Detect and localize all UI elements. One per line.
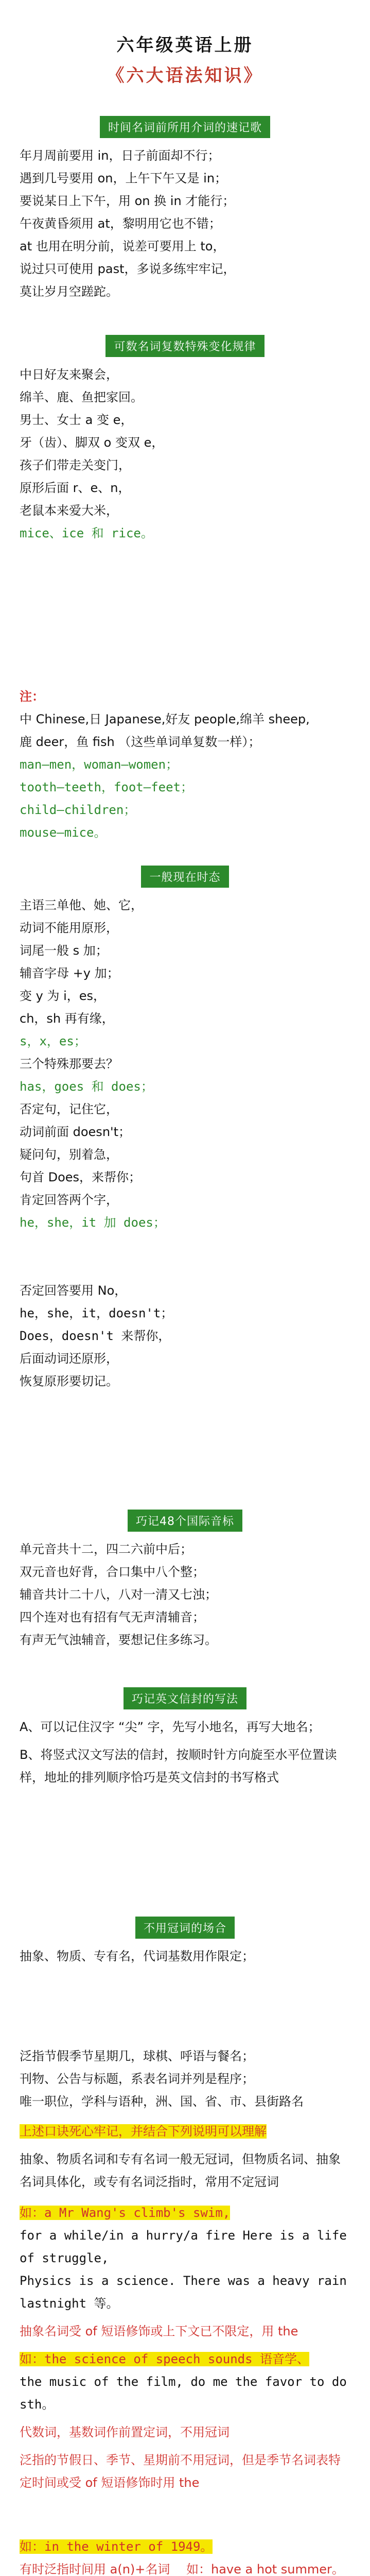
section-body — [0, 1716, 370, 1789]
rhyme-line: s，x，es； — [20, 1034, 86, 1048]
rhyme-line: 后面动词还原形， — [20, 1351, 118, 1366]
section-present-tense — [0, 866, 370, 1393]
section-body — [0, 1945, 370, 2576]
rhyme-line: 辅音字母 +y 加； — [20, 966, 119, 980]
rhyme-line: 中日好友来聚会， — [20, 367, 118, 382]
rhyme-line: 说过只可使用 past，多说多练牢牢记， — [20, 262, 236, 276]
section-body — [0, 363, 370, 545]
blank-line — [20, 1968, 350, 2045]
rhyme-line: 主语三单他、她、它， — [20, 898, 143, 912]
note-line: child—children； — [20, 803, 136, 817]
rhyme-line: 恢复原形要切记。 — [20, 1374, 118, 1388]
rule-line: 唯一职位，学科与语种，洲、国、省、市、县街路名 — [20, 2094, 304, 2109]
note-line: man—men，woman—women； — [20, 757, 179, 772]
rhyme-line: 莫让岁月空蹉跎。 — [20, 284, 118, 299]
note-line: 中 Chinese,日 Japanese,好友 people,绵羊 sheep, — [20, 712, 310, 726]
example-line: 抽象名词受 of 短语修饰或上下文已不限定，用 the — [20, 2324, 298, 2338]
rule-line: 刊物、公告与标题，系表名词并列是程序； — [20, 2072, 254, 2086]
rhyme-line: 动词不能用原形， — [20, 921, 118, 935]
example-line: the music of the film, do me the favor to do sth。 — [20, 2375, 347, 2412]
header — [0, 31, 370, 87]
rhyme-line: 句首 Does，来帮你； — [20, 1170, 142, 1184]
paragraph: A、可以记住汉字 “尖” 字，先写小地名，再写大地名； — [20, 1720, 321, 1734]
note-line: tooth—teeth，foot—feet； — [20, 780, 193, 794]
blank-line — [20, 2494, 350, 2535]
rhyme-line: 否定回答要用 No， — [20, 1283, 127, 1298]
paragraph: 抽象、物质名词和专有名词一般无冠词，但物质名词、抽象名词具体化，或专有名词泛指时，常用不定冠词 — [20, 2152, 341, 2189]
rhyme-line: 要说某日上下午，用 on 换 in 才能行； — [20, 194, 235, 208]
section-envelope — [0, 1687, 370, 1789]
blank-line — [20, 1234, 350, 1279]
example-line: 代数词，基数词作前置定词，不用冠词 — [20, 2425, 230, 2439]
rhyme-line: 四个连对也有招有气无声清辅音； — [20, 1610, 205, 1624]
note-label: 注： — [20, 689, 44, 704]
rhyme-line: 肯定回答两个字， — [20, 1193, 118, 1207]
section-banner: 一般现在时态 — [141, 866, 228, 888]
example-line: Physics is a science. There was a heavy rain lastnight 等。 — [20, 2274, 347, 2311]
rhyme-line: 孩子们带走关变门， — [20, 458, 131, 472]
section-notes — [0, 685, 370, 844]
example-line: 有时泛指时间用 a(n)+名词 如：have a hot summer。 — [20, 2562, 344, 2576]
rhyme-line: Does，doesn't 来帮你， — [20, 1329, 171, 1343]
rhyme-line: 词尾一般 s 加； — [20, 943, 108, 958]
rhyme-line: 变 y 为 i，es， — [20, 989, 106, 1003]
note-line: mouse—mice。 — [20, 825, 107, 840]
rhyme-line: 有声无气浊辅音，要想记住多练习。 — [20, 1633, 217, 1647]
rhyme-line: 辅音共计二十八，八对一清又七浊； — [20, 1587, 217, 1602]
rhyme-line: mice、ice 和 rice。 — [20, 526, 153, 540]
rhyme-line: 三个特殊那要去？ — [20, 1057, 118, 1071]
example-line: for a while/in a hurry/a fire Here is a life of struggle, — [20, 2228, 347, 2265]
rhyme-line: 老鼠本来爱大米， — [20, 503, 118, 518]
page-title: 六年级英语上册 — [116, 35, 254, 56]
caution-text: 上述口诀死心牢记，并结合下列说明可以理解 — [20, 2124, 267, 2139]
note-line: 鹿 deer，鱼 fish （这些单词单复数一样）； — [20, 735, 261, 749]
rhyme-line: 绵羊、鹿、鱼把家回。 — [20, 390, 143, 404]
rhyme-line: 原形后面 r、e、n， — [20, 481, 131, 495]
page-subtitle: 《六大语法知识》 — [107, 65, 263, 86]
rhyme-line: he，she，it，doesn't； — [20, 1306, 173, 1320]
rhyme-line: 动词前面 doesn't； — [20, 1125, 131, 1139]
rhyme-line: 午夜黄昏须用 at，黎明用它也不错； — [20, 216, 221, 231]
rule-line: 泛指节假季节星期几，球棋、呼语与餐名； — [20, 2049, 254, 2063]
section-body — [0, 685, 370, 844]
rhyme-line: at 也用在明分前，说差可要用上 to， — [20, 239, 225, 253]
rhyme-line: 牙（齿）、脚双 o 变双 e， — [20, 435, 164, 450]
rhyme-line: he，she，it 加 does； — [20, 1215, 166, 1230]
section-banner: 巧记英文信封的写法 — [124, 1687, 246, 1709]
example-line: 如：the science of speech sounds 语音学、 — [20, 2352, 310, 2366]
section-banner: 不用冠词的场合 — [135, 1917, 235, 1939]
section-banner: 巧记48个国际音标 — [128, 1510, 242, 1532]
section-articles — [0, 1917, 370, 2576]
rhyme-line: 否定句，记住它， — [20, 1102, 118, 1116]
section-phonetics — [0, 1510, 370, 1651]
section-banner: 时间名词前所用介词的速记歌 — [100, 116, 270, 138]
rule-line: 抽象、物质、专有名，代词基数用作限定； — [20, 1949, 254, 1963]
section-prepositions — [0, 116, 370, 303]
rhyme-line: 单元音共十二，四二六前中后； — [20, 1542, 192, 1556]
rhyme-line: 疑问句，别着急， — [20, 1147, 118, 1162]
example-line: 如：a Mr Wang's climb's swim, — [20, 2206, 231, 2220]
paragraph: B、将竖式汉文写法的信封，按顺时针方向旋至水平位置读样，地址的排列顺序恰巧是英文信封的书写格式 — [20, 1748, 337, 1785]
section-body — [0, 894, 370, 1393]
rhyme-line: 年月周前要用 in，日子前面却不行； — [20, 148, 220, 163]
rhyme-line: 遇到几号要用 on，上午下午又是 in； — [20, 171, 227, 185]
rhyme-line: ch，sh 再有缘， — [20, 1011, 114, 1026]
example-line: 如：in the winter of 1949。 — [20, 2539, 213, 2554]
section-body — [0, 144, 370, 303]
rhyme-line: has，goes 和 does； — [20, 1079, 153, 1094]
section-banner: 可数名词复数特殊变化规律 — [105, 335, 264, 357]
rhyme-line: 双元音也好背，合口集中八个整； — [20, 1565, 205, 1579]
example-line: 泛指的节假日、季节、星期前不用冠词，但是季节名词表特定时间或受 of 短语修饰时用 the — [20, 2453, 341, 2490]
rhyme-line: 男士、女士 a 变 e， — [20, 413, 133, 427]
section-body — [0, 1538, 370, 1651]
section-plurals — [0, 335, 370, 545]
